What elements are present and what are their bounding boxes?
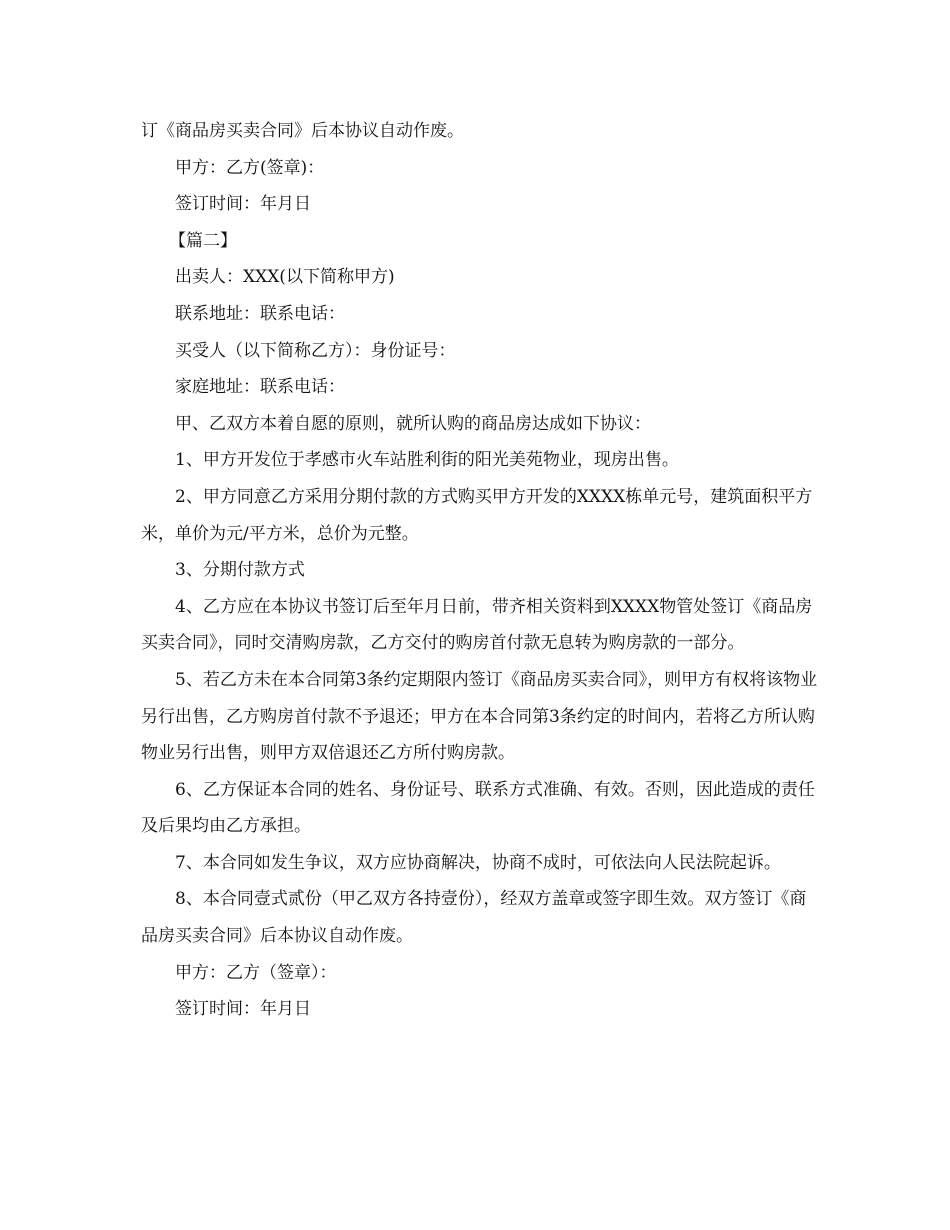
clause-6: 6、乙方保证本合同的姓名、身份证号、联系方式准确、有效。否则，因此造成的责任及后果均由乙方承担。 — [141, 779, 815, 837]
signature-date-line-2: 签订时间：年月日 — [175, 999, 311, 1020]
buyer-line: 买受人（以下简称乙方）：身份证号： — [175, 340, 456, 361]
document-body — [141, 113, 821, 1028]
preamble-paragraph: 甲、乙双方本着自愿的原则，就所认购的商品房达成如下协议： — [175, 413, 651, 434]
signature-date-line: 签订时间：年月日 — [175, 194, 311, 215]
seller-contact-line: 联系地址：联系电话： — [175, 303, 345, 324]
paragraph-continuation: 订《商品房买卖合同》后本协议自动作废。 — [141, 121, 464, 141]
section-heading: 【篇二】 — [169, 230, 237, 251]
clause-3: 3、分期付款方式 — [175, 560, 305, 581]
clause-5: 5、若乙方未在本合同第3条约定期限内签订《商品房买卖合同》，则甲方有权将该物业另行出售，乙方购房首付款不予退还；甲方在本合同第3条约定的时间内，若将乙方所认购物业另行出售，则甲方双倍退还乙方所付购房款。 — [141, 669, 818, 764]
signature-line-parties-2: 甲方：乙方（签章）： — [175, 962, 337, 983]
seller-line: 出卖人：XXX(以下简称甲方) — [175, 267, 395, 288]
signature-line-parties: 甲方：乙方(签章)： — [175, 157, 325, 178]
clause-8: 8、本合同壹式贰份（甲乙双方各持壹份），经双方盖章或签字即生效。双方签订《商品房买卖合同》后本协议自动作废。 — [141, 889, 807, 947]
clause-4: 4、乙方应在本协议书签订后至年月日前，带齐相关资料到XXXX物管处签订《商品房买卖合同》，同时交清购房款，乙方交付的购房首付款无息转为购房款的一部分。 — [141, 596, 813, 654]
clause-1: 1、甲方开发位于孝感市火车站胜利街的阳光美苑物业，现房出售。 — [175, 450, 679, 471]
clause-7: 7、本合同如发生争议，双方应协商解决，协商不成时，可依法向人民法院起诉。 — [175, 852, 781, 873]
buyer-contact-line: 家庭地址：联系电话： — [175, 377, 345, 398]
clause-2: 2、甲方同意乙方采用分期付款的方式购买甲方开发的XXXX栋单元号，建筑面积平方米，单价为元/平方米，总价为元整。 — [141, 486, 813, 544]
